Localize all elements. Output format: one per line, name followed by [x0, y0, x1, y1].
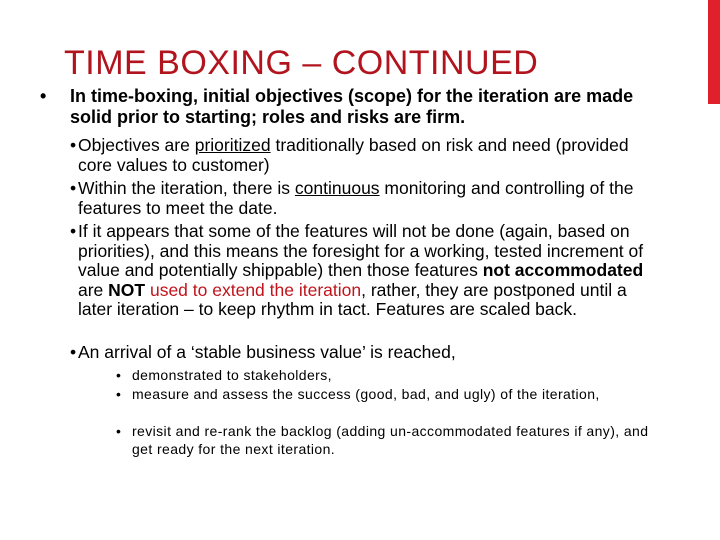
bullet-glyph: •	[70, 342, 77, 362]
third-level-3	[116, 422, 652, 458]
sub-bullet-3	[70, 221, 658, 320]
main-bullet-text: In time-boxing, initial objectives (scope) for the iteration are made solid prior to starting; roles and risks are firm.	[70, 86, 634, 127]
sub-bullet-4	[70, 342, 658, 363]
sub-bullet-2	[70, 178, 658, 218]
prioritized-underline: prioritized	[194, 135, 271, 155]
bullet-glyph: •	[116, 423, 122, 439]
sub-bullet-3-text: If it appears that some of the features will not be done (again, based on priorities), and this means the foresight for a working, tested increment of value and potentially shippable) then those features not accommodated are NOT used to extend the iteration, rather, they are postponed until a later iteration – to keep rhythm in tact. Features are scaled back.	[78, 221, 644, 319]
sub-bullet-1-text: Objectives are prioritized traditionally based on risk and need (provided core values to customer)	[78, 135, 629, 175]
third-level-2-text: measure and assess the success (good, bad, and ugly) of the iteration,	[132, 386, 600, 402]
third-level-2	[116, 385, 652, 403]
sub-bullet-2-text: Within the iteration, there is continuous monitoring and controlling of the features to meet the date.	[78, 178, 634, 218]
bullet-glyph: •	[116, 386, 122, 402]
main-bullet	[40, 86, 648, 128]
third-level-1	[116, 366, 652, 384]
bullet-glyph: •	[70, 178, 77, 198]
continuous-underline: continuous	[294, 178, 380, 198]
bullet-glyph: •	[116, 367, 122, 383]
not-bold: NOT	[108, 279, 146, 300]
bullet-glyph: •	[70, 221, 77, 241]
extend-iteration-highlight: used to extend the iteration	[145, 279, 362, 300]
not-accommodated-bold: not accommodated	[482, 260, 644, 280]
sub-bullet-4-text: An arrival of a ‘stable business value’ is reached,	[78, 342, 456, 362]
sub-bullet-1	[70, 135, 658, 175]
third-level-3-text: revisit and re-rank the backlog (adding un-accommodated features if any), and get ready for the next iteration.	[132, 423, 649, 457]
slide-title: TIME BOXING – CONTINUED	[64, 43, 539, 82]
bullet-glyph: •	[70, 135, 77, 155]
third-level-1-text: demonstrated to stakeholders,	[132, 367, 332, 383]
accent-bar	[708, 0, 720, 104]
bullet-glyph: •	[40, 86, 47, 106]
